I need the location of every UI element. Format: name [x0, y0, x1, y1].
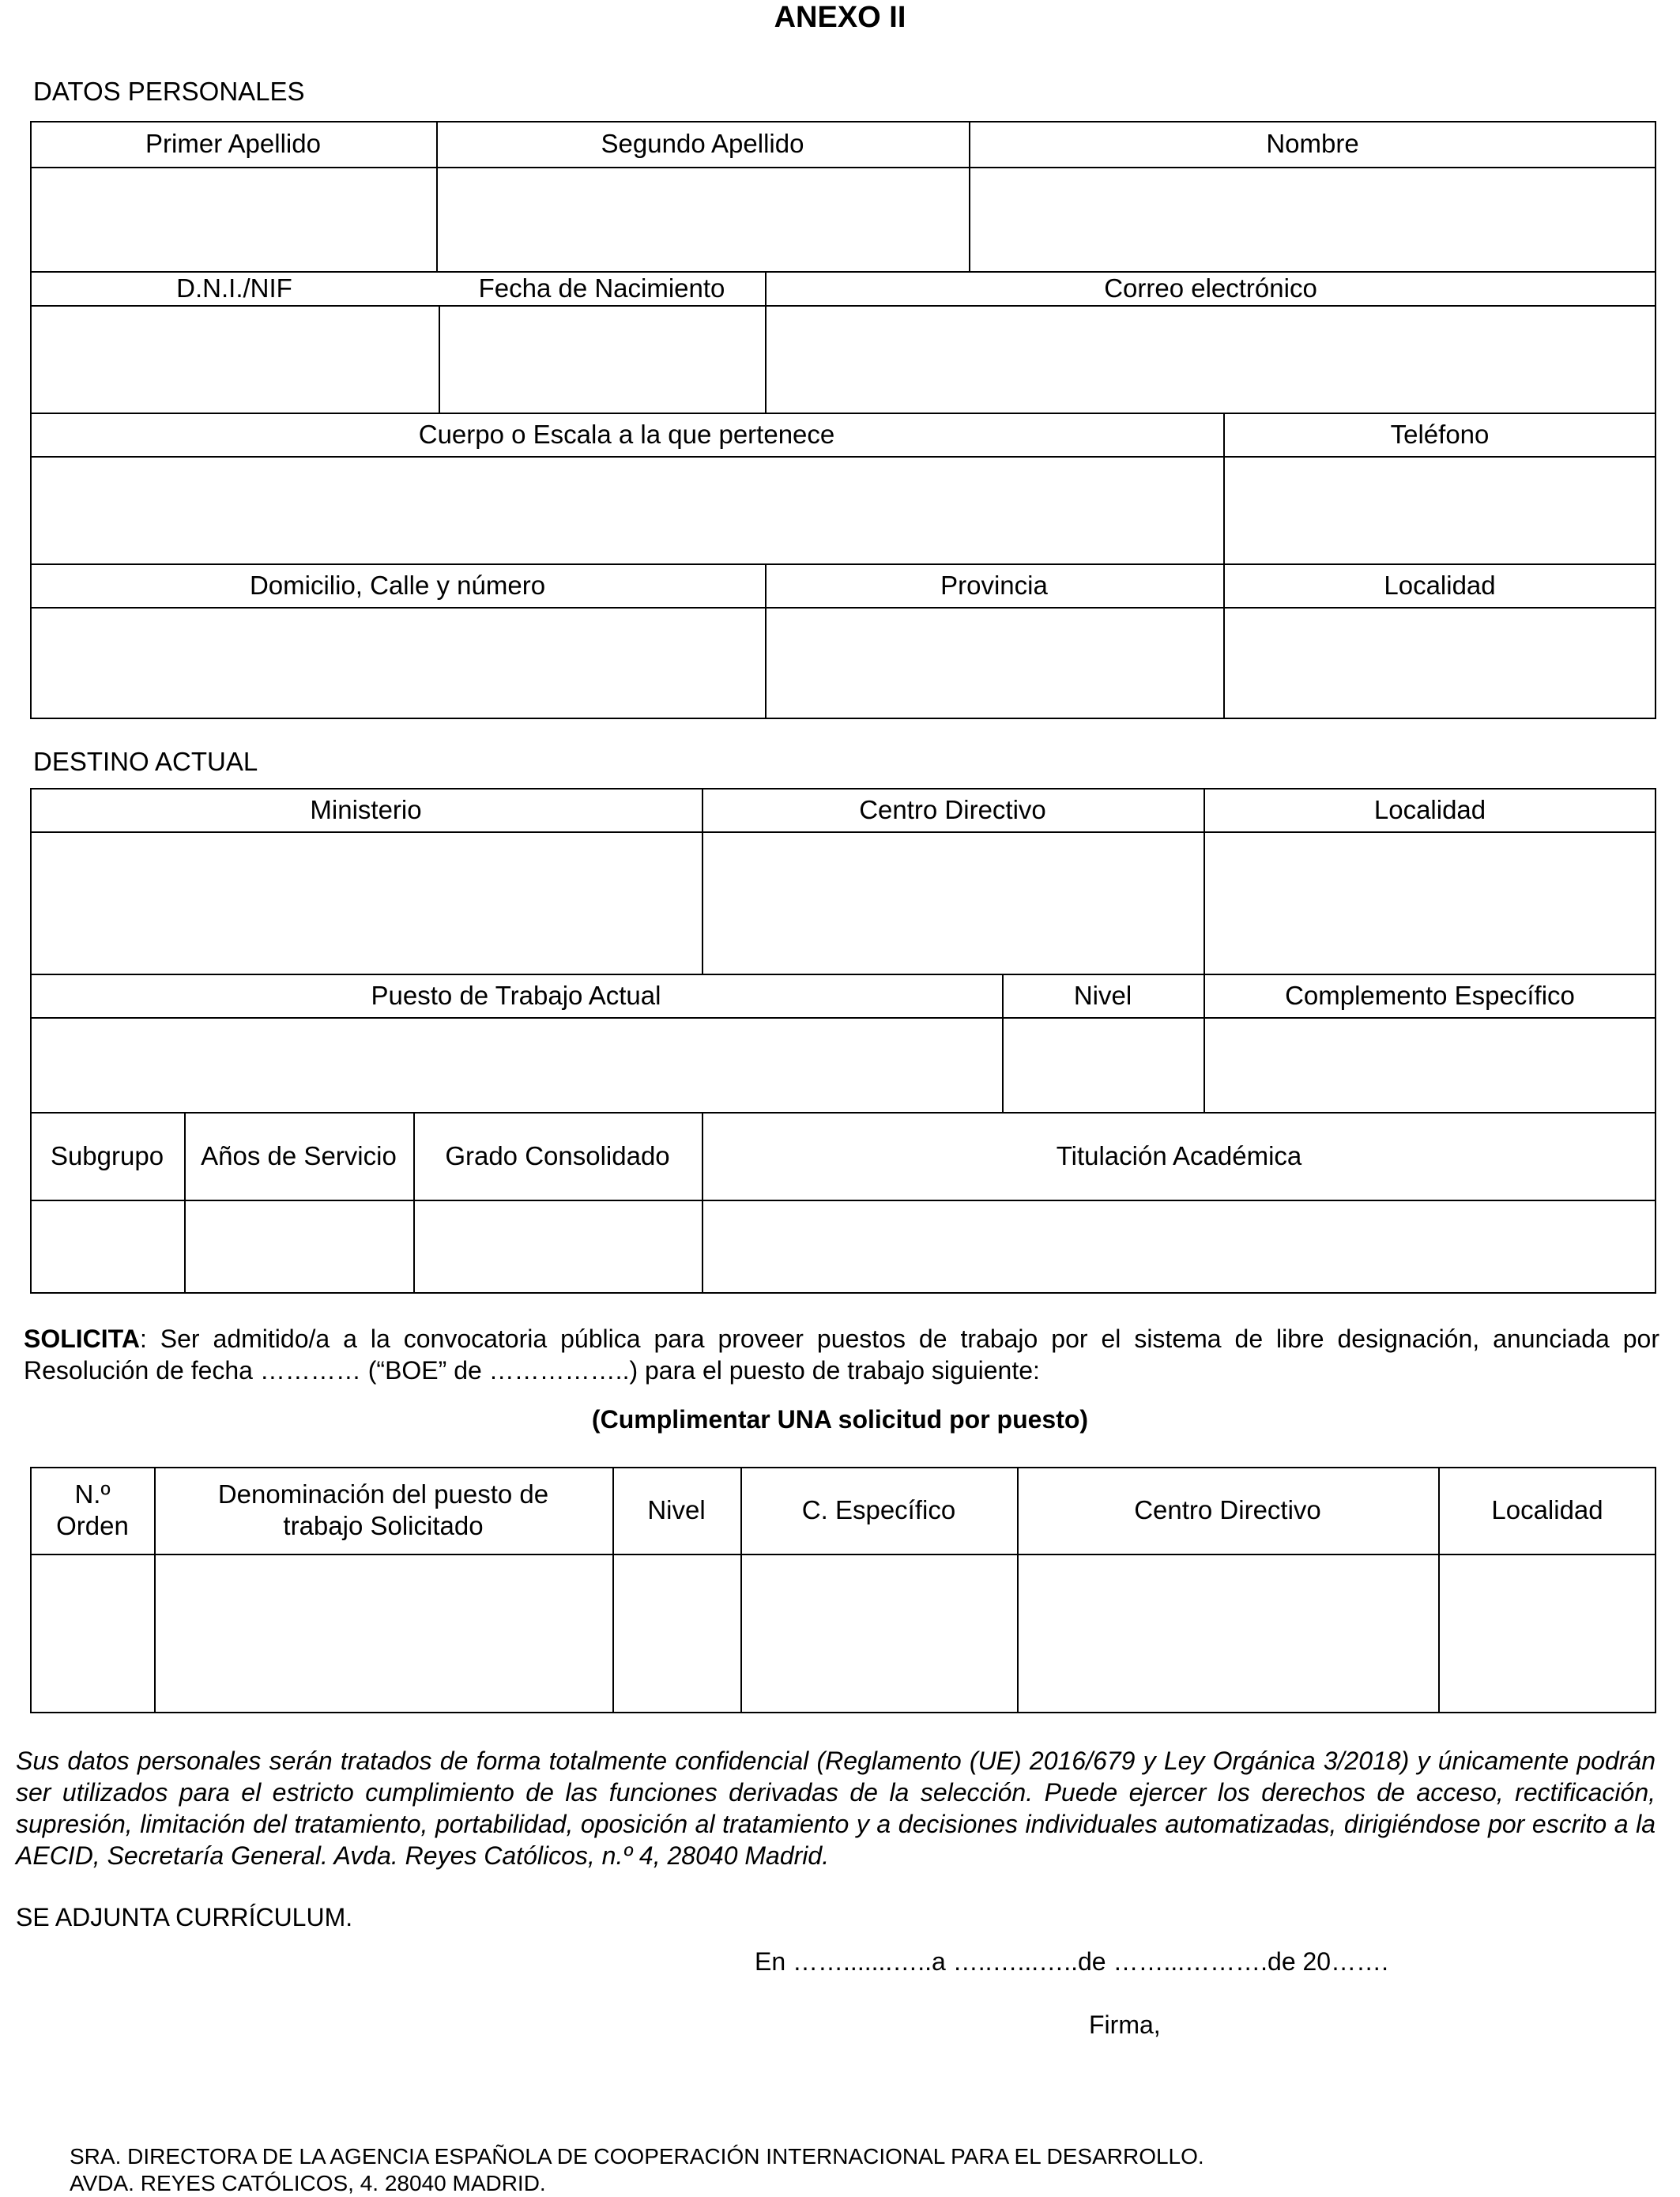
header-nivel-solicitado: Nivel — [647, 1495, 706, 1524]
footer-recipient: SRA. DIRECTORA DE LA AGENCIA ESPAÑOLA DE COOPERACIÓN INTERNACIONAL PARA EL DESARROLLO. — [70, 2144, 1204, 2169]
input-telefono[interactable] — [1225, 458, 1655, 562]
solicita-paragraph — [24, 1323, 1659, 1386]
solicita-note: (Cumplimentar UNA solicitud por puesto) — [591, 1405, 1089, 1434]
section-label-datos-personales: DATOS PERSONALES — [33, 77, 305, 106]
signature-label: Firma, — [1089, 2010, 1161, 2039]
solicita-text: : Ser admitido/a a la convocatoria pública para proveer puestos de trabajo por el sistema de libre designación, anunciada por Resolución de fecha ………… (“BOE” de ……………..) para el puesto de trabajo siguiente: — [24, 1325, 1659, 1385]
header-centro-solicitado: Centro Directivo — [1134, 1495, 1321, 1524]
input-complemento[interactable] — [1205, 1019, 1655, 1110]
input-nivel[interactable] — [1004, 1019, 1202, 1110]
adjunta-curriculum: SE ADJUNTA CURRÍCULUM. — [16, 1903, 353, 1931]
header-c-especifico: C. Específico — [801, 1495, 956, 1524]
input-fecha-nacimiento[interactable] — [440, 307, 763, 411]
header-dni: D.N.I./NIF — [176, 273, 292, 303]
header-fecha-nacimiento: Fecha de Nacimiento — [478, 273, 725, 303]
header-correo: Correo electrónico — [1104, 273, 1317, 303]
input-n-orden[interactable] — [32, 1555, 153, 1712]
header-n-orden: N.º Orden — [56, 1479, 129, 1540]
input-localidad-destino[interactable] — [1205, 833, 1655, 972]
input-centro-solicitado[interactable] — [1019, 1555, 1437, 1712]
input-anos-servicio[interactable] — [186, 1201, 412, 1292]
input-c-especifico[interactable] — [742, 1555, 1015, 1712]
header-titulacion: Titulación Académica — [1056, 1140, 1302, 1170]
header-domicilio: Domicilio, Calle y número — [249, 570, 546, 600]
input-correo[interactable] — [767, 307, 1655, 411]
footer-address: AVDA. REYES CATÓLICOS, 4. 28040 MADRID. — [70, 2171, 546, 2195]
input-titulacion[interactable] — [703, 1201, 1655, 1292]
input-cuerpo[interactable] — [32, 458, 1222, 562]
header-segundo-apellido: Segundo Apellido — [601, 129, 804, 158]
input-centro-directivo[interactable] — [703, 833, 1202, 972]
section-label-destino-actual: DESTINO ACTUAL — [33, 747, 258, 776]
input-puesto-actual[interactable] — [32, 1019, 1000, 1110]
header-provincia: Provincia — [940, 570, 1048, 600]
header-subgrupo: Subgrupo — [50, 1140, 164, 1170]
input-nivel-solicitado[interactable] — [614, 1555, 739, 1712]
header-localidad-solicitada: Localidad — [1491, 1495, 1603, 1524]
header-primer-apellido: Primer Apellido — [145, 129, 321, 158]
input-subgrupo[interactable] — [32, 1201, 183, 1292]
header-denominacion: Denominación del puesto de trabajo Solicitado — [217, 1479, 549, 1540]
input-nombre[interactable] — [970, 168, 1655, 269]
input-provincia[interactable] — [767, 609, 1222, 718]
header-puesto-actual: Puesto de Trabajo Actual — [371, 980, 661, 1010]
input-localidad-solicitada[interactable] — [1440, 1555, 1655, 1712]
header-ministerio: Ministerio — [310, 794, 422, 824]
header-localidad: Localidad — [1384, 570, 1496, 600]
page-title: ANEXO II — [774, 1, 906, 34]
header-nivel: Nivel — [1073, 980, 1132, 1010]
header-nombre: Nombre — [1266, 129, 1359, 158]
solicita-keyword: SOLICITA — [24, 1325, 140, 1353]
header-grado: Grado Consolidado — [445, 1140, 670, 1170]
header-cuerpo: Cuerpo o Escala a la que pertenece — [418, 419, 835, 449]
input-dni[interactable] — [32, 307, 437, 411]
input-ministerio[interactable] — [32, 833, 700, 972]
input-domicilio[interactable] — [32, 609, 763, 718]
header-telefono: Teléfono — [1390, 419, 1490, 449]
header-localidad: Localidad — [1373, 794, 1486, 824]
input-grado[interactable] — [415, 1201, 700, 1292]
input-localidad[interactable] — [1225, 609, 1655, 718]
privacy-notice: Sus datos personales serán tratados de forma totalmente confidencial (Reglamento (UE) 2016/679 y Ley Orgánica 3/2018) y únicamente podrán ser utilizados para el estricto cumplimiento de las funciones derivadas de la selección. Puede ejercer los derechos de acceso, rectificación, supresión, limitación del tratamiento, portabilidad, oposición al tratamiento y a decisiones individuales automatizadas, dirigiéndose por escrito a la AECID, Secretaría General. Avda. Reyes Católicos, n.º 4, 28040 Madrid. — [16, 1747, 1656, 1870]
header-centro-directivo: Centro Directivo — [859, 794, 1046, 824]
input-segundo-apellido[interactable] — [438, 168, 967, 269]
input-denominacion[interactable] — [156, 1555, 611, 1712]
input-primer-apellido[interactable] — [32, 168, 435, 269]
place-date-line[interactable]: En …….......…..a …..…...…..de ……...……….de 20……. — [755, 1947, 1388, 1976]
header-complemento: Complemento Específico — [1285, 980, 1575, 1010]
header-anos-servicio: Años de Servicio — [201, 1140, 397, 1170]
